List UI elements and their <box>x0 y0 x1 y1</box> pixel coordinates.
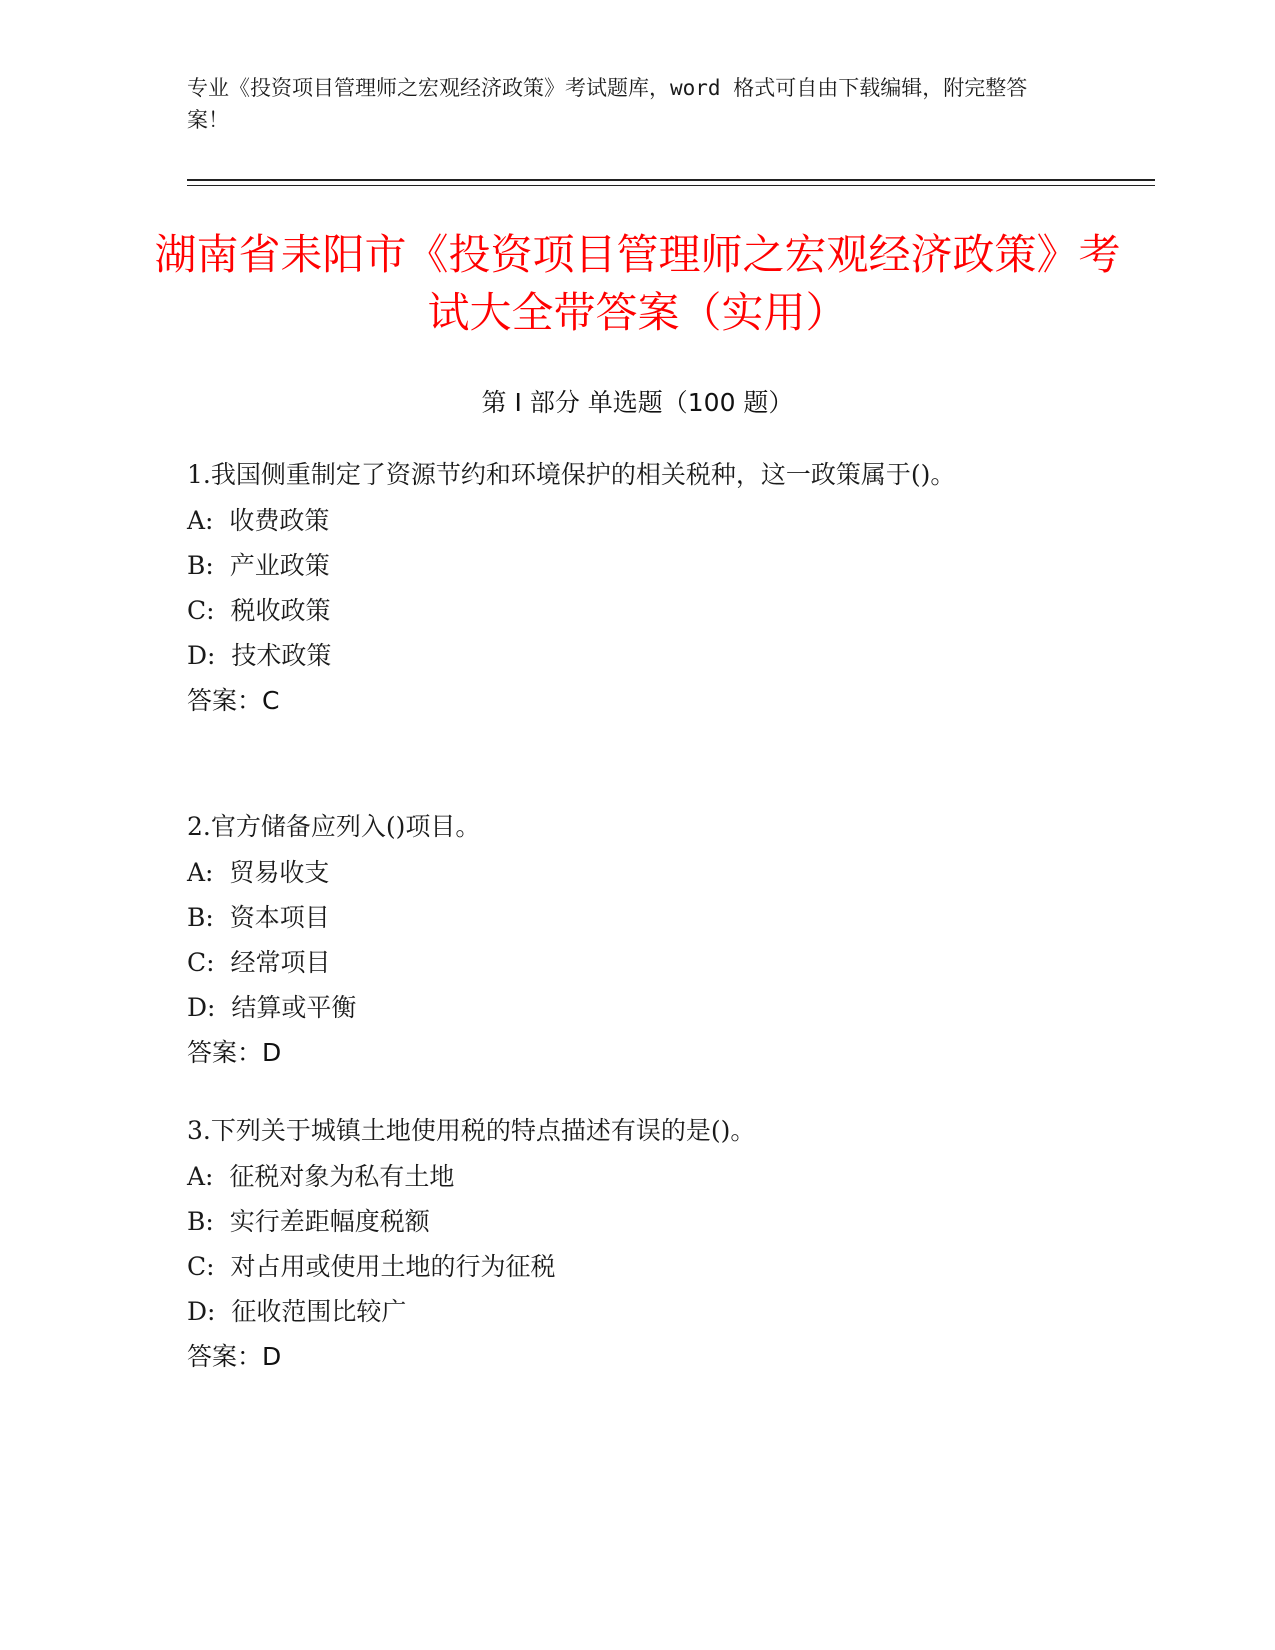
option-d: D: 征收范围比较广 <box>187 1297 407 1326</box>
header-note: 专业《投资项目管理师之宏观经济政策》考试题库，word 格式可自由下载编辑，附完整答案！ <box>187 76 1028 132</box>
header-divider-thick <box>187 179 1155 181</box>
question-stem: 2.官方储备应列入()项目。 <box>187 812 481 841</box>
option-a: A: 收费政策 <box>187 506 330 535</box>
question-stem: 1.我国侧重制定了资源节约和环境保护的相关税种，这一政策属于()。 <box>187 460 956 489</box>
option-a: A: 贸易收支 <box>187 858 330 887</box>
question-2 <box>187 804 1067 1076</box>
header-divider-thin <box>187 185 1155 186</box>
option-c: C: 税收政策 <box>187 596 331 625</box>
answer: 答案：C <box>187 686 280 715</box>
option-a: A: 征税对象为私有土地 <box>187 1162 455 1191</box>
answer: 答案：D <box>187 1038 282 1067</box>
question-3 <box>187 1108 1067 1380</box>
option-d: D: 结算或平衡 <box>187 993 357 1022</box>
answer: 答案：D <box>187 1342 282 1371</box>
section-title: 第 I 部分 单选题（100 题） <box>481 388 794 417</box>
question-1 <box>187 452 1067 724</box>
option-b: B: 资本项目 <box>187 903 330 932</box>
option-d: D: 技术政策 <box>187 641 332 670</box>
question-stem: 3.下列关于城镇土地使用税的特点描述有误的是()。 <box>187 1116 756 1145</box>
option-b: B: 产业政策 <box>187 551 330 580</box>
document-title: 湖南省耒阳市《投资项目管理师之宏观经济政策》考试大全带答案（实用） <box>154 230 1121 337</box>
option-c: C: 对占用或使用土地的行为征税 <box>187 1252 556 1281</box>
option-b: B: 实行差距幅度税额 <box>187 1207 430 1236</box>
option-c: C: 经常项目 <box>187 948 331 977</box>
